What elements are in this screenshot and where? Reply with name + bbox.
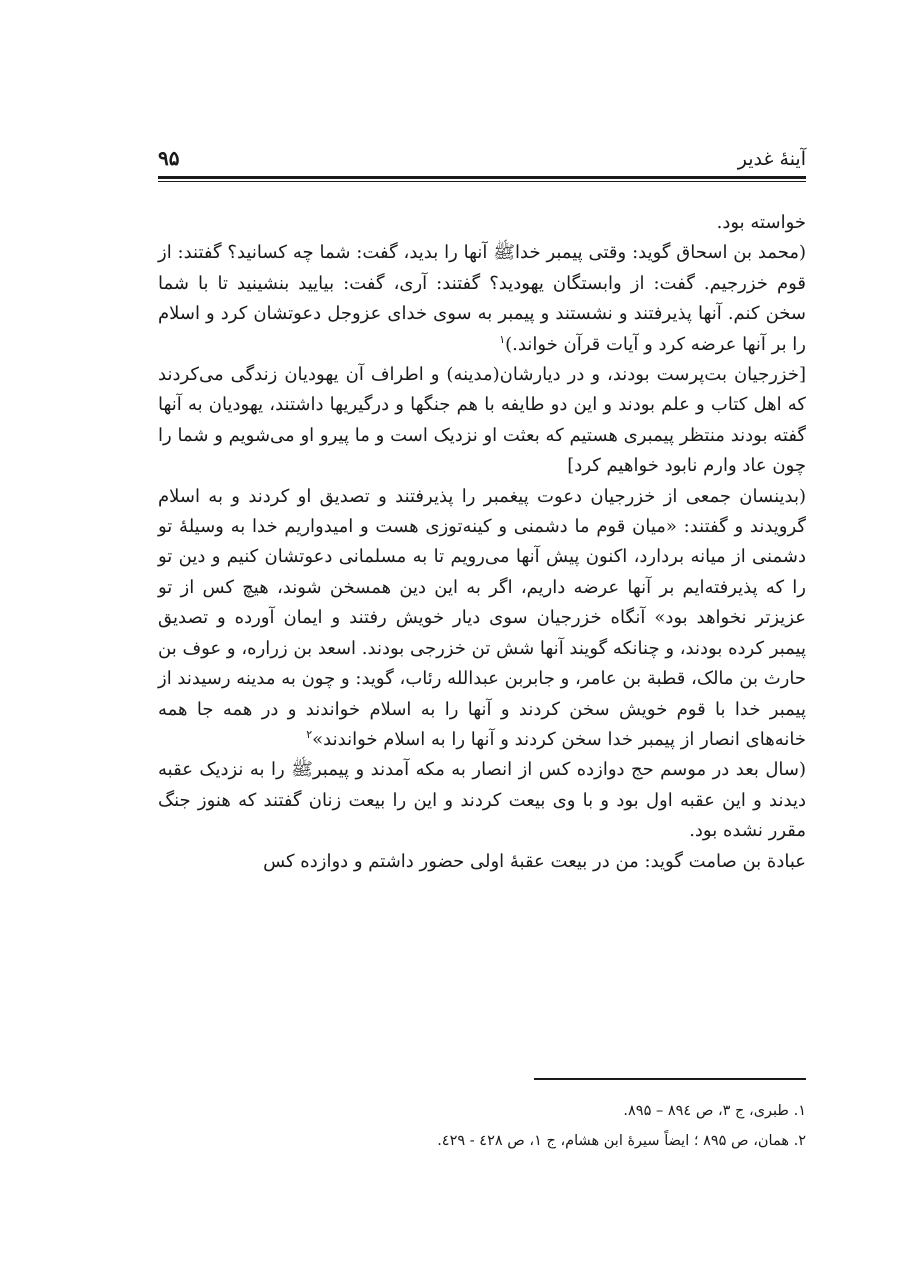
paragraph-4: [158, 482, 806, 756]
paragraph-6: عبادة بن صامت گوید: من در بیعت عقبهٔ اولی حضور داشتم و دوازده کس: [263, 850, 806, 872]
footnotes: [158, 1096, 806, 1156]
footnote-ref-2: ۲: [306, 727, 313, 741]
footnote-2: ۲. همان، ص ۸۹۵ ؛ ایضاً سیرهٔ ابن هشام، ج ۱، ص ٤۲۸ - ٤۲۹.: [437, 1133, 806, 1149]
paragraph-2: [158, 238, 806, 360]
footnote-rule: [534, 1078, 806, 1080]
header-rule-thin: [158, 181, 806, 182]
paragraph-4-text: (بدینسان جمعی از خزرجیان دعوت پیغمبر را پذیرفتند و تصدیق او کردند و به اسلام گرویدند و گفتند: «میان قوم ما دشمنی و کینه‌توزی هست و امیدواریم خدا به وسیلهٔ تو دشمنی از میانه بردارد، اکنون پیش آنها می‌رویم تا به مسلمانی دعوتشان کنیم و دین تو را که پذیرفته‌ایم بر آنها عرضه داریم، اگر به این دین همسخن شوند، هیچ کس از تو عزیزتر نخواهد بود» آنگاه خزرجیان سوی دیار خویش رفتند و ایمان آورده و تصدیق پیمبر کرده بودند، و چنانکه گویند آنها شش تن خزرجی بودند. اسعد بن زراره، و عوف بن حارث بن مالک، قطبة بن عامر، و جابربن عبدالله رئاب، گوید: و چون به مدینه رسیدند از پیمبر خدا با قوم خویش سخن کردند و آنها را به اسلام خواندند و در همه جا همه خانه‌های انصار از پیمبر خدا سخن کردند و آنها را به اسلام خواندند»: [158, 485, 806, 750]
running-title: آینهٔ غدیر: [737, 148, 806, 170]
footnote-1: ۱. طبری، ج ۳، ص ۸۹٤ – ۸۹۵.: [623, 1103, 806, 1119]
paragraph-3: [خزرجیان بت‌پرست بودند، و در دیارشان(مدینه) و اطراف آن یهودیان زندگی می‌کردند که اهل کتاب و علم بودند و این دو طایفه با هم جنگها و درگیریها داشتند، یهودیان به آنها گفته بودند منتظر پیمبری هستیم که بعثت او نزدیک است و ما پیرو او می‌شویم و شما را چون عاد وارم نابود خواهیم کرد]: [158, 364, 806, 477]
footnote-ref-1: ۱: [499, 332, 506, 346]
paragraph-5: (سال بعد در موسم حج دوازده کس از انصار به مکه آمدند و پیمبرﷺ را به نزدیک عقبه دیدند و این عقبه اول بود و با وی بیعت کردند و این را بیعت زنان گفتند که هنوز جنگ مقرر نشده بود.: [158, 759, 806, 842]
header-rule: [158, 176, 806, 179]
paragraph-1: خواسته بود.: [716, 212, 806, 233]
body-text: [158, 208, 806, 877]
page-header: [158, 140, 806, 176]
paragraph-2-text: (محمد بن اسحاق گوید: وقتی پیمبر خداﷺ آنها را بدید، گفت: شما چه کسانید؟ گفتند: از قوم خزرجیم. گفت: از وابستگان یهودید؟ گفتند: آری، گفت: بیایید بنشینید تا با شما سخن کنم. آنها پذیرفتند و نشستند و پیمبر به سوی خدای عزوجل دعوتشان کرد و اسلام را بر آنها عرضه کرد و آیات قرآن خواند.): [158, 242, 806, 355]
page-number: ۹۵: [158, 146, 180, 170]
